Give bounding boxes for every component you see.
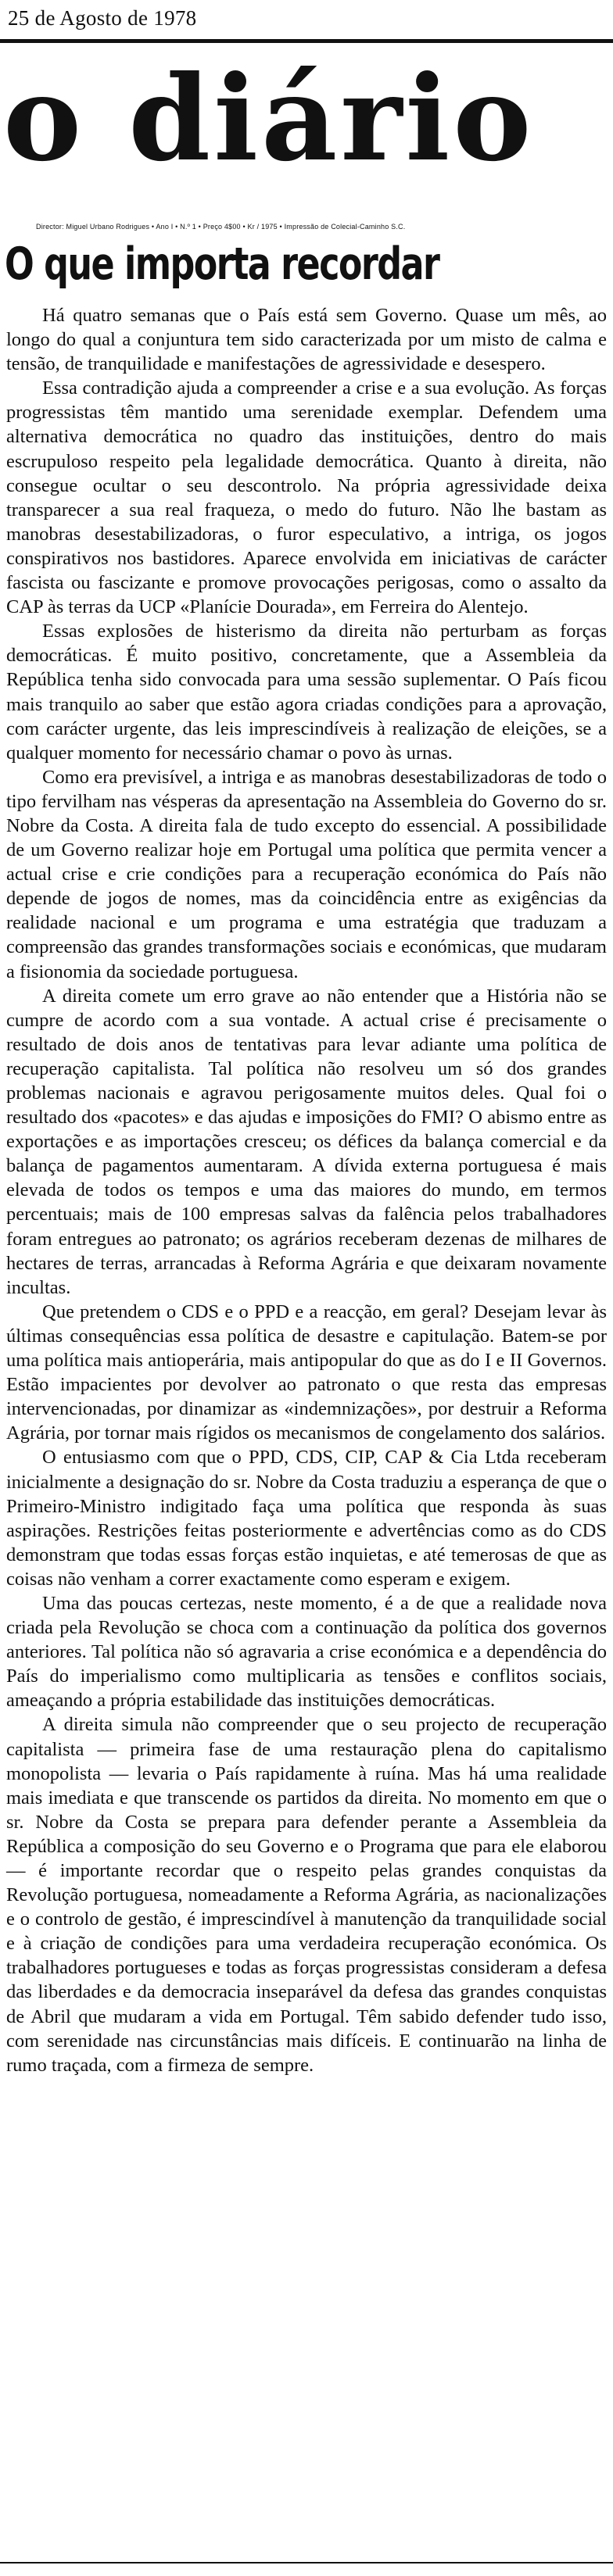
- bottom-rule: [0, 2562, 613, 2563]
- article-paragraph: Uma das poucas certezas, neste momento, é a de que a realidade nova criada pela Revolução se choca com a continuação da política dos governos anteriores. Tal política não só agravaria a crise económica e a dependência do País do imperialismo como multiplicaria as tensões e conflitos sociais, ameaçando a própria estabilidade das instituições democráticas.: [6, 1592, 607, 1712]
- article-paragraph: Que pretendem o CDS e o PPD e a reacção, em geral? Desejam levar às últimas consequências essa política de desastre e capitulação. Batem-se por uma política mais antioperária, mais antipopular do que as do I e II Governos. Estão impacientes por devolver ao patronato o que resta das empresas intervencionadas, por dinamizar as «indemnizações», por destruir a Reforma Agrária, por tornar mais rígidos os mecanismos de congelamento dos salários.: [6, 1301, 607, 1444]
- article-body: [6, 303, 607, 2077]
- top-rule: [0, 39, 613, 43]
- imprint-line: Director: Miguel Urbano Rodrigues • Ano I • N.º 1 • Preço 4$00 • Kr / 1975 • Impressão de Colecial-Caminho S.C.: [36, 223, 406, 231]
- article-headline: O que importa recordar: [5, 238, 439, 290]
- article-paragraph: Como era previsível, a intriga e as manobras desestabilizadoras de todo o tipo fervilham nas vésperas da apresentação na Assembleia do Governo do sr. Nobre da Costa. A direita fala de tudo excepto do essencial. A possibilidade de um Governo realizar hoje em Portugal uma política que permita vencer a actual crise e crie condições para a recuperação económica do País não depende de jogos de nomes, mas da coincidência entre as exigências da realidade nacional e um programa e uma estratégia que traduzam a compreensão das grandes transformações sociais e económicas, que mudaram a fisionomia da sociedade portuguesa.: [6, 766, 607, 982]
- article-paragraph: Há quatro semanas que o País está sem Governo. Quase um mês, ao longo do qual a conjuntura tem sido caracterizada por um misto de calma e tensão, de tranquilidade e manifestações de agressividade e desespero.: [6, 305, 607, 375]
- article-paragraph: O entusiasmo com que o PPD, CDS, CIP, CAP & Cia Ltda receberam inicialmente a designação do sr. Nobre da Costa traduziu a esperança de que o Primeiro-Ministro indigitado faça uma política que responda às suas aspirações. Restrições feitas posteriormente e advertências como as do CDS demonstram que todas essas forças estão inquietas, e até temerosas de que as coisas não venham a correr exactamente como esperam e exigem.: [6, 1447, 607, 1590]
- newspaper-masthead: o diário: [3, 50, 535, 188]
- article-paragraph: Essa contradição ajuda a compreender a crise e a sua evolução. As forças progressistas têm mantido uma serenidade exemplar. Defendem uma alternativa democrática no quadro das instituições, dentro do mais escrupuloso respeito pela legalidade democrática. Quanto à direita, não consegue ocultar o seu descontrolo. Na própria agressividade deixa transparecer a sua real fraqueza, o medo do futuro. Não lhe bastam as manobras desestabilizadoras, o furor especulativo, a intriga, os jogos conspirativos nos bastidores. Aparece envolvida em iniciativas de carácter fascista ou fascizante e promove provocações perigosas, como o assalto da CAP às terras da UCP «Planície Dourada», em Ferreira do Alentejo.: [6, 377, 607, 618]
- article-paragraph: A direita comete um erro grave ao não entender que a História não se cumpre de acordo com a sua vontade. A actual crise é precisamente o resultado de dois anos de tentativas para levar adiante uma política de recuperação capitalista. Tal política não resolveu um só dos grandes problemas nacionais e agravou perigosamente muitos deles. Qual foi o resultado dos «pacotes» e das ajudas e imposições do FMI? O abismo entre as exportações e as importações cresceu; os défices da balança comercial e da balança de pagamentos aumentaram. A dívida externa portuguesa é mais elevada de todos os tempos e uma das maiores do mundo, em termos percentuais; mais de 100 empresas salvas da falência pelos trabalhadores foram entregues ao patronato; os agrários receberam dezenas de milhares de hectares de terras, arrancadas à Reforma Agrária e que deixaram novamente incultas.: [6, 985, 607, 1298]
- page-date: 25 de Agosto de 1978: [8, 6, 197, 30]
- article-paragraph: Essas explosões de histerismo da direita não perturbam as forças democráticas. É muito positivo, concretamente, que a Assembleia da República tenha sido convocada para uma sessão suplementar. O País ficou mais tranquilo ao saber que estão agora criadas condições para a aprovação, com carácter urgente, das leis imprescindíveis à realização de eleições, se a qualquer momento for necessário chamar o povo às urnas.: [6, 621, 607, 764]
- article-paragraph: A direita simula não compreender que o seu projecto de recuperação capitalista — primeira fase de uma restauração plena do capitalismo monopolista — levaria o País rapidamente à ruína. Mas há uma realidade mais imediata e que transcende os partidos da direita. No momento em que o sr. Nobre da Costa se prepara para defender perante a Assembleia da República a composição do seu Governo e o Programa que para ele elaborou — é importante recordar que o respeito pelas grandes conquistas da Revolução portuguesa, nomeadamente a Reforma Agrária, as nacionalizações e o controlo de gestão, é imprescindível à manutenção da tranquilidade social e à criação de condições para uma verdadeira recuperação económica. Os trabalhadores portugueses e todas as forças progressistas consideram a defesa das liberdades e da democracia inseparável da defesa das grandes conquistas de Abril que mudaram a vida em Portugal. Têm sabido defender tudo isso, com serenidade nas circunstâncias mais difíceis. E continuarão na linha de rumo traçada, com a firmeza de sempre.: [6, 1714, 607, 2076]
